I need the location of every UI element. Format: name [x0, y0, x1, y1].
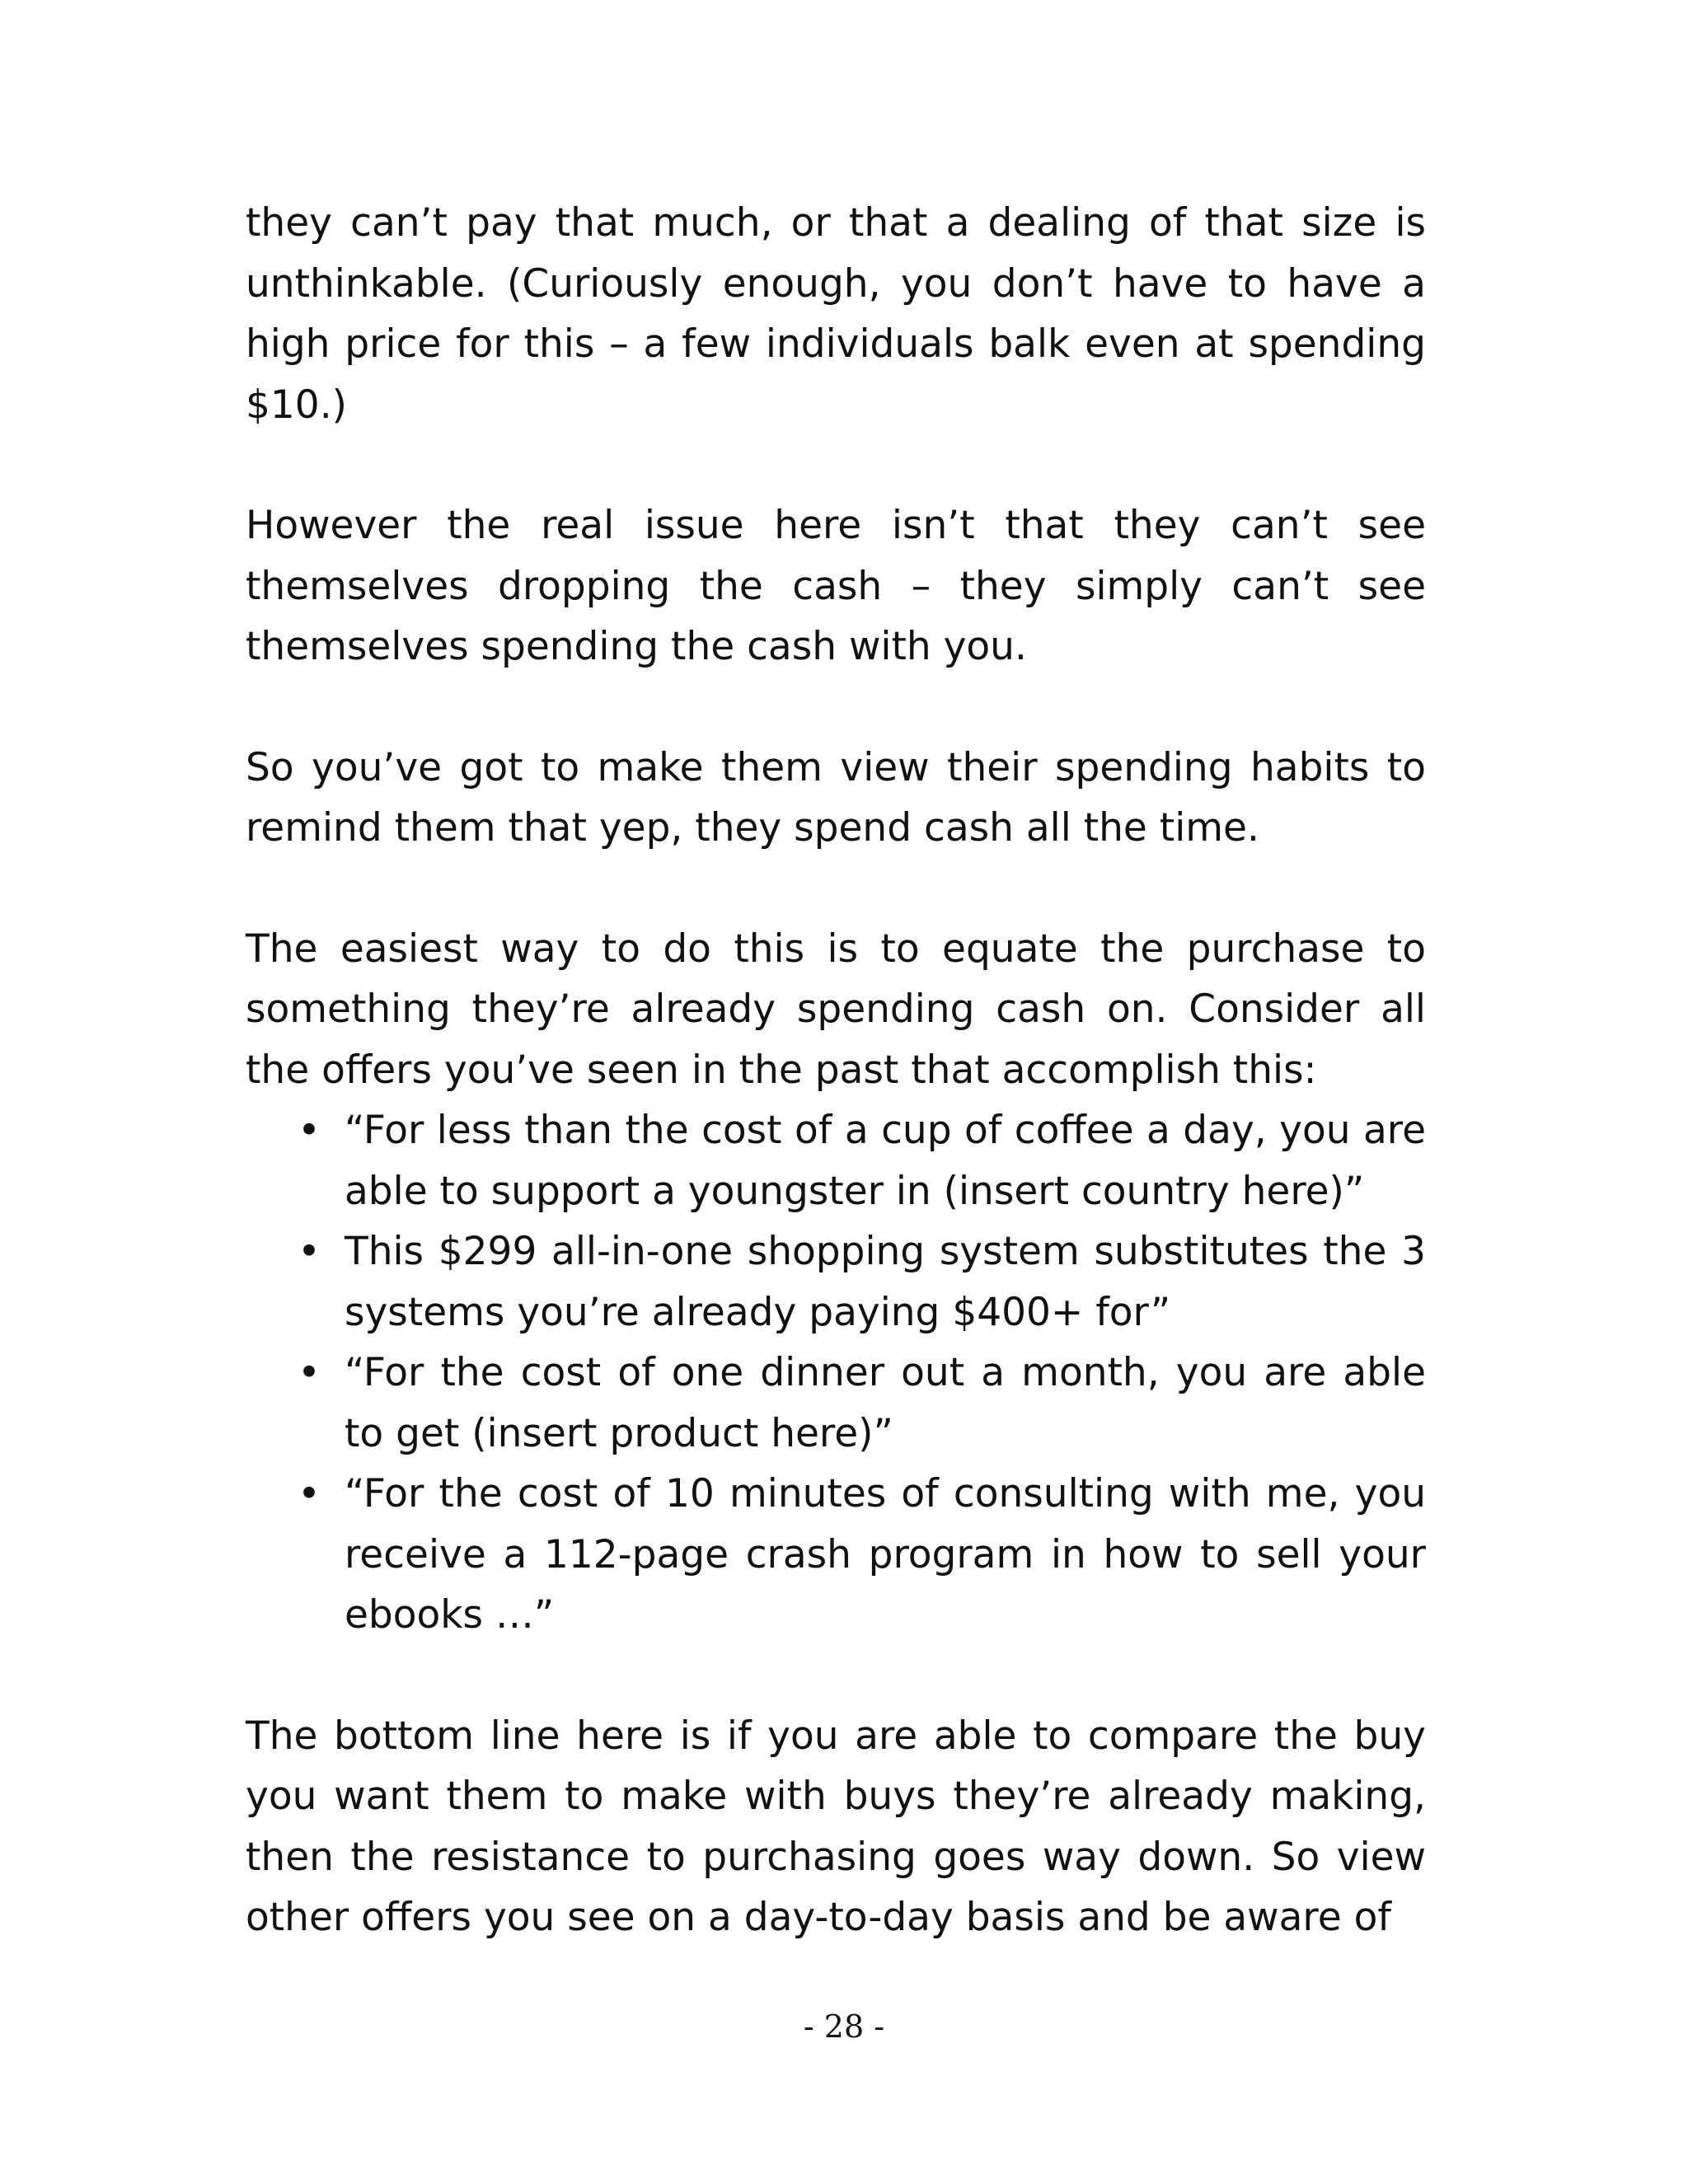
list-item	[246, 1343, 1426, 1464]
bullet-icon: •	[298, 1350, 321, 1395]
list-item-text: “For the cost of one dinner out a month, you are able to get (insert product here)”	[345, 1350, 1426, 1456]
closing-paragraph: The bottom line here is if you are able to compare the buy you want them to make with buys they’re already making, then the resistance to purchasing goes way down. So view other offers you see on a day-to-day basis and be aware of	[246, 1713, 1426, 1940]
paragraph-3: So you’ve got to make them view their spending habits to remind them that yep, they spend cash all the time.	[246, 744, 1426, 851]
list-item-text: This $299 all-in-one shopping system substitutes the 3 systems you’re already paying $400+ for”	[345, 1229, 1426, 1335]
paragraph-4: The easiest way to do this is to equate the purchase to something they’re already spending cash on. Consider all the offers you’ve seen in the past that accomplish this:	[246, 926, 1426, 1093]
list-item-text: “For less than the cost of a cup of coffee a day, you are able to support a youngster in (insert country here)”	[345, 1108, 1426, 1214]
list-item-text: “For the cost of 10 minutes of consulting with me, you receive a 112-page crash program in how to sell your ebooks …”	[345, 1471, 1426, 1638]
page-number: - 28 -	[803, 2008, 885, 2045]
paragraph-1: they can’t pay that much, or that a dealing of that size is unthinkable. (Curiously enough, you don’t have to have a high price for this – a few individuals balk even at spending $10.)	[246, 200, 1426, 428]
bullet-icon: •	[298, 1229, 321, 1274]
bullet-list	[246, 1100, 1426, 1646]
page-body	[246, 193, 1426, 1948]
list-item	[246, 1464, 1426, 1646]
paragraph-2: However the real issue here isn’t that they can’t see themselves dropping the cash – they simply can’t see themselves spending the cash with you.	[246, 503, 1426, 669]
list-item	[246, 1100, 1426, 1221]
bullet-icon: •	[298, 1108, 321, 1153]
bullet-icon: •	[298, 1471, 321, 1516]
list-item	[246, 1221, 1426, 1343]
